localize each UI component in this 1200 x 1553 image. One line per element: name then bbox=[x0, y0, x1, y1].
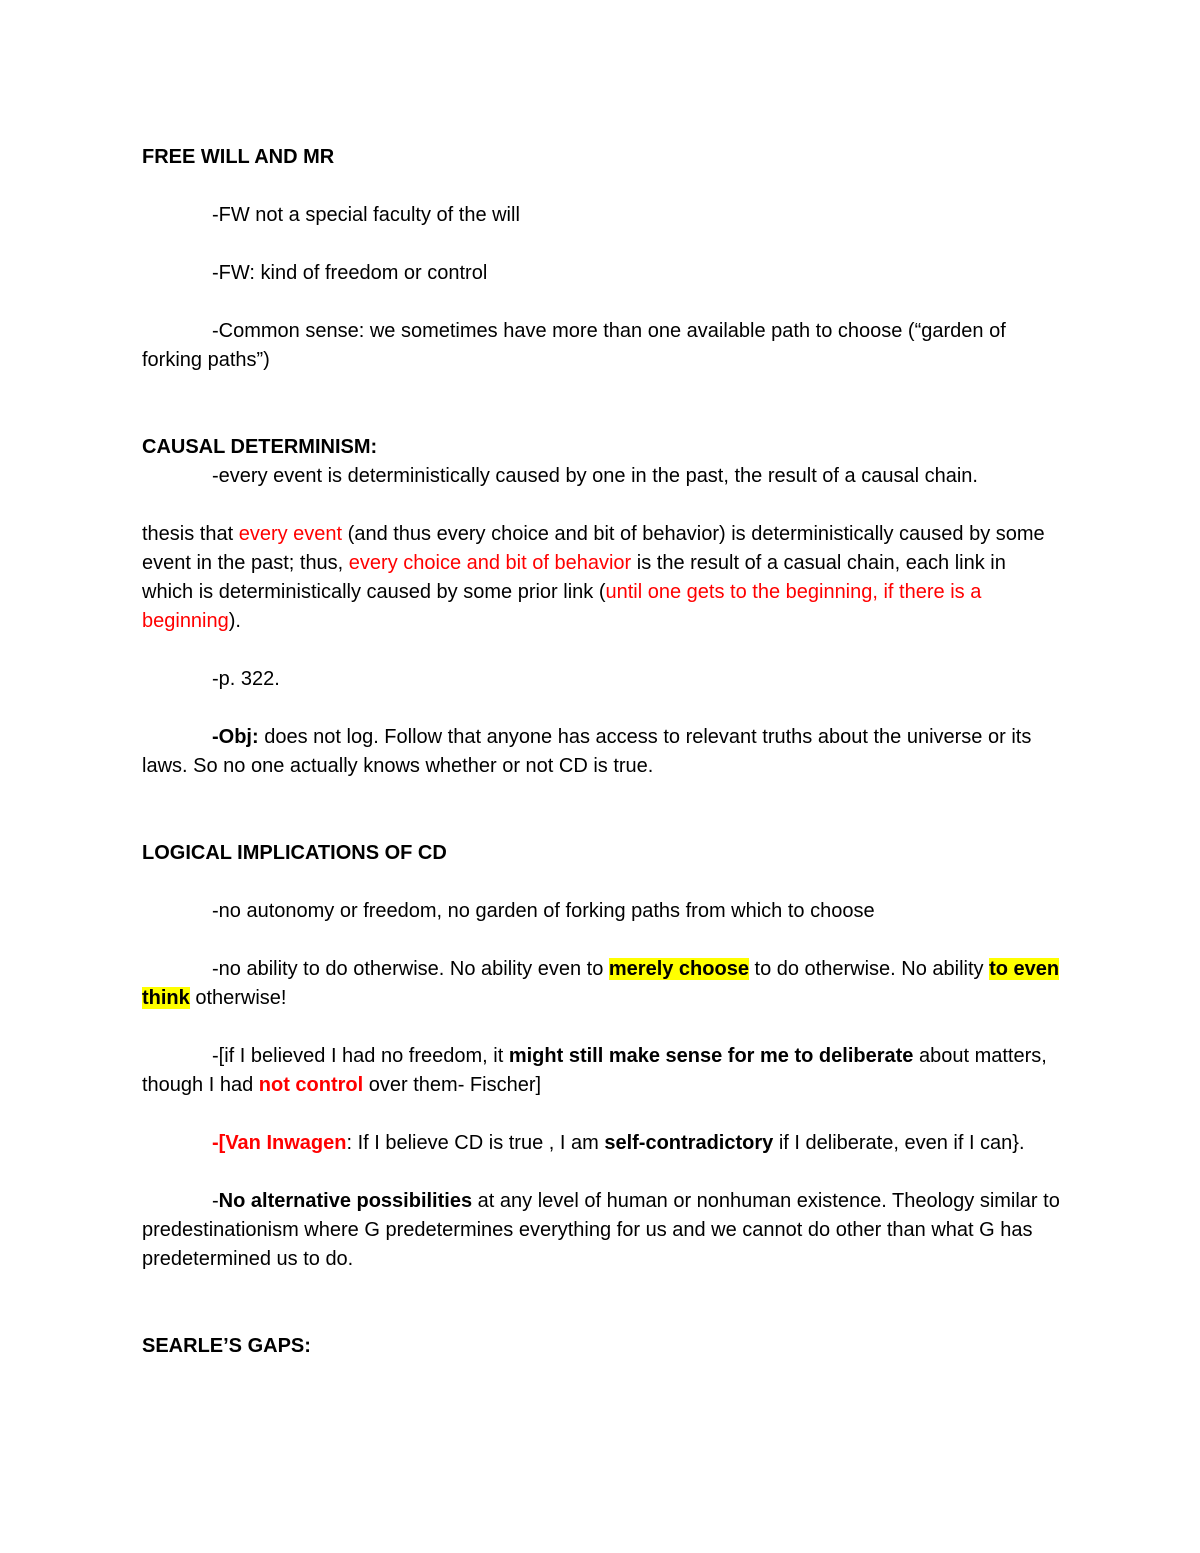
heading-free-will: FREE WILL AND MR bbox=[142, 146, 335, 168]
page-reference: -p. 322. bbox=[212, 668, 280, 690]
bullet-common-sense: -Common sense: we sometimes have more than one available path to choose (“garden of forking paths”) bbox=[142, 320, 1006, 371]
objection-text: does not log. Follow that anyone has access to relevant truths about the universe or its laws. So no one actually knows whether or not CD is true. bbox=[142, 726, 1032, 777]
bullet-no-autonomy: -no autonomy or freedom, no garden of forking paths from which to choose bbox=[212, 900, 875, 922]
quote-text-1: thesis that bbox=[142, 523, 239, 545]
fischer-red: not control bbox=[258, 1074, 364, 1096]
van-inwagen-text-2: if I deliberate, even if I can}. bbox=[773, 1132, 1025, 1154]
objection-label: -Obj: bbox=[212, 726, 259, 748]
no-alternatives-dash: - bbox=[212, 1190, 219, 1212]
bullet-no-ability bbox=[142, 955, 1062, 1013]
document-body bbox=[142, 143, 1062, 1361]
fischer-bold: might still make sense for me to deliberate bbox=[508, 1045, 914, 1067]
van-inwagen-bold: self-contradictory bbox=[604, 1132, 774, 1154]
fischer-text-3: over them- Fischer] bbox=[363, 1074, 542, 1096]
no-ability-text-2: to do otherwise. No ability bbox=[748, 958, 990, 980]
no-ability-text-1: -no ability to do otherwise. No ability even to bbox=[212, 958, 609, 980]
heading-searles-gaps: SEARLE’S GAPS: bbox=[142, 1335, 311, 1357]
no-alternatives-bold: No alternative possibilities bbox=[218, 1190, 473, 1212]
van-inwagen-text-1: : If I believe CD is true , I am bbox=[346, 1132, 605, 1154]
quote-red-1: every event bbox=[238, 523, 343, 545]
fischer-text-1: -[if I believed I had no freedom, it bbox=[212, 1045, 509, 1067]
objection bbox=[142, 723, 1062, 781]
van-inwagen-label: -[Van Inwagen bbox=[212, 1132, 347, 1154]
highlight-merely-choose: merely choose bbox=[608, 958, 749, 980]
heading-causal-determinism: CAUSAL DETERMINISM: bbox=[142, 436, 378, 458]
heading-logical-implications: LOGICAL IMPLICATIONS OF CD bbox=[142, 842, 447, 864]
no-alternatives-text: at any level of human or nonhuman existence. Theology similar to predestinationism where G predetermines everything for us and we cannot do other than what G has predetermined us to do. bbox=[142, 1190, 1060, 1270]
quote-text-2: (and thus every choice and bit of behavior) is deterministically caused by some event in the past; thus, bbox=[142, 523, 1045, 574]
bullet-fw-freedom: -FW: kind of freedom or control bbox=[212, 262, 488, 284]
quote-text-4: ). bbox=[228, 610, 241, 632]
fischer-text-2: about matters, though I had bbox=[142, 1045, 1047, 1096]
bullet-fw-faculty: -FW not a special faculty of the will bbox=[212, 204, 520, 226]
thesis-quote bbox=[142, 520, 1062, 636]
quote-text-3: is the result of a casual chain, each link in which is deterministically caused by some prior link ( bbox=[142, 552, 1006, 603]
highlight-to-even-think: to even think bbox=[142, 958, 1060, 1009]
bullet-fischer bbox=[142, 1042, 1062, 1100]
bullet-no-alternatives bbox=[142, 1187, 1062, 1274]
bullet-every-event: -every event is deterministically caused by one in the past, the result of a causal chain. bbox=[212, 465, 978, 487]
bullet-van-inwagen bbox=[142, 1129, 1062, 1158]
quote-red-2: every choice and bit of behavior bbox=[348, 552, 632, 574]
quote-red-3: until one gets to the beginning, if there is a beginning bbox=[142, 581, 982, 632]
no-ability-text-3: otherwise! bbox=[189, 987, 287, 1009]
